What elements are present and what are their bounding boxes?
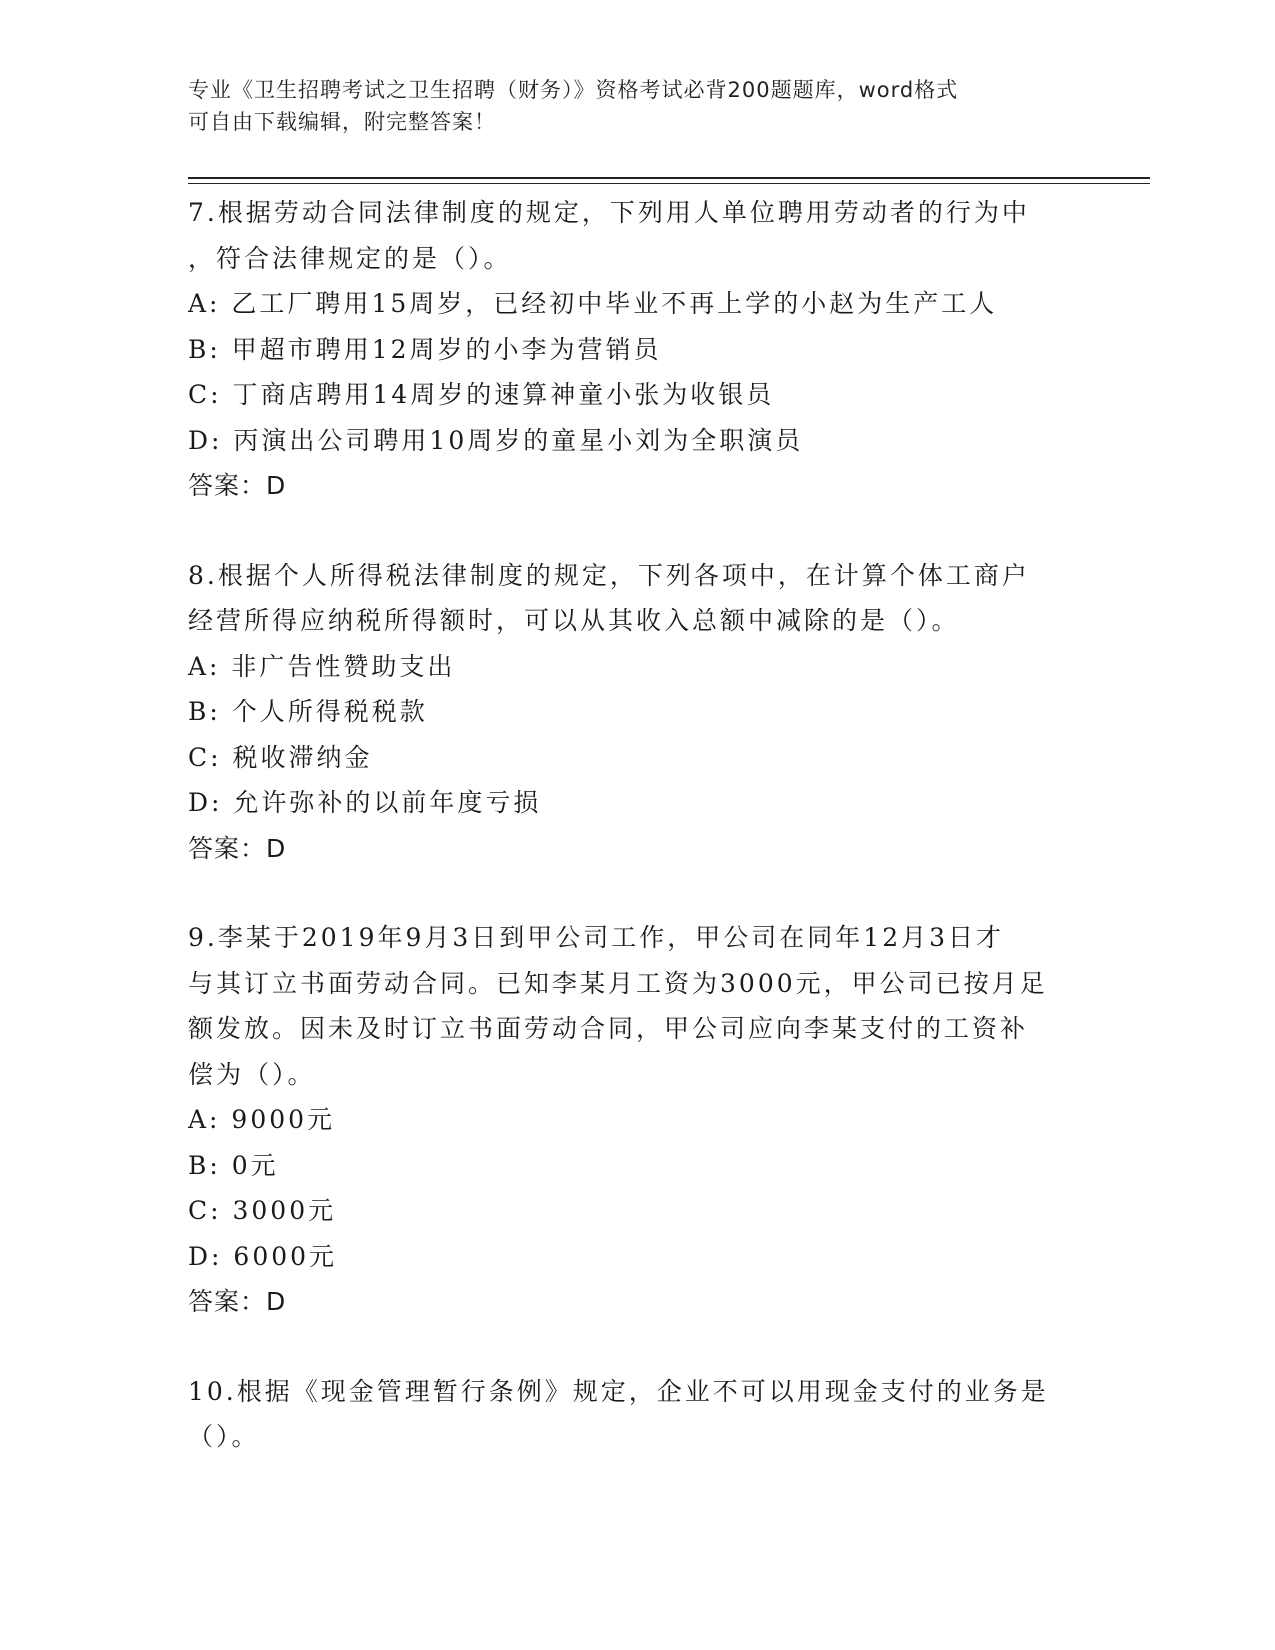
question-text-line: ，符合法律规定的是（）。 bbox=[188, 243, 512, 273]
question-text-line: （）。 bbox=[188, 1422, 260, 1451]
option-a: A: 非广告性赞助支出 bbox=[188, 651, 456, 681]
answer: 答案：D bbox=[188, 833, 287, 863]
question-7 bbox=[188, 190, 1088, 509]
option-d: D: 丙演出公司聘用10周岁的童星小刘为全职演员 bbox=[188, 425, 804, 455]
option-b: B: 0元 bbox=[188, 1150, 279, 1180]
question-9 bbox=[188, 915, 1088, 1325]
header-divider-thick bbox=[188, 177, 1150, 179]
option-c: C: 税收滞纳金 bbox=[188, 742, 373, 772]
document-header bbox=[188, 74, 1068, 138]
option-c: C: 3000元 bbox=[188, 1196, 337, 1225]
header-line-1: 专业《卫生招聘考试之卫生招聘（财务）》资格考试必背200题题库，word格式 bbox=[188, 78, 959, 102]
question-text-line: 额发放。因未及时订立书面劳动合同，甲公司应向李某支付的工资补 bbox=[188, 1014, 1029, 1043]
answer: 答案：D bbox=[188, 471, 287, 500]
option-a: A: 9000元 bbox=[188, 1105, 336, 1134]
option-a: A: 乙工厂聘用15周岁，已经初中毕业不再上学的小赵为生产工人 bbox=[188, 289, 998, 318]
question-8 bbox=[188, 553, 1088, 872]
question-text-line: 偿为（）。 bbox=[188, 1059, 316, 1089]
option-c: C: 丁商店聘用14周岁的速算神童小张为收银员 bbox=[188, 380, 775, 409]
question-text-line: 与其订立书面劳动合同。已知李某月工资为3000元，甲公司已按月足 bbox=[188, 968, 1048, 998]
question-text-line: 9.李某于2019年9月3日到甲公司工作，甲公司在同年12月3日才 bbox=[188, 923, 1005, 952]
question-text-line: 7.根据劳动合同法律制度的规定，下列用人单位聘用劳动者的行为中 bbox=[188, 198, 1030, 227]
option-d: D: 允许弥补的以前年度亏损 bbox=[188, 788, 542, 817]
question-10 bbox=[188, 1369, 1088, 1460]
answer: 答案：D bbox=[188, 1287, 287, 1316]
question-list bbox=[188, 190, 1088, 1504]
option-b: B: 个人所得税税款 bbox=[188, 697, 428, 726]
header-divider-thin bbox=[188, 183, 1150, 184]
option-d: D: 6000元 bbox=[188, 1241, 338, 1271]
option-b: B: 甲超市聘用12周岁的小李为营销员 bbox=[188, 334, 662, 364]
question-text-line: 经营所得应纳税所得额时，可以从其收入总额中减除的是（）。 bbox=[188, 606, 960, 635]
question-text-line: 8.根据个人所得税法律制度的规定，下列各项中，在计算个体工商户 bbox=[188, 560, 1030, 590]
header-line-2: 可自由下载编辑，附完整答案！ bbox=[188, 110, 496, 134]
question-text-line: 10.根据《现金管理暂行条例》规定，企业不可以用现金支付的业务是 bbox=[188, 1376, 1049, 1406]
